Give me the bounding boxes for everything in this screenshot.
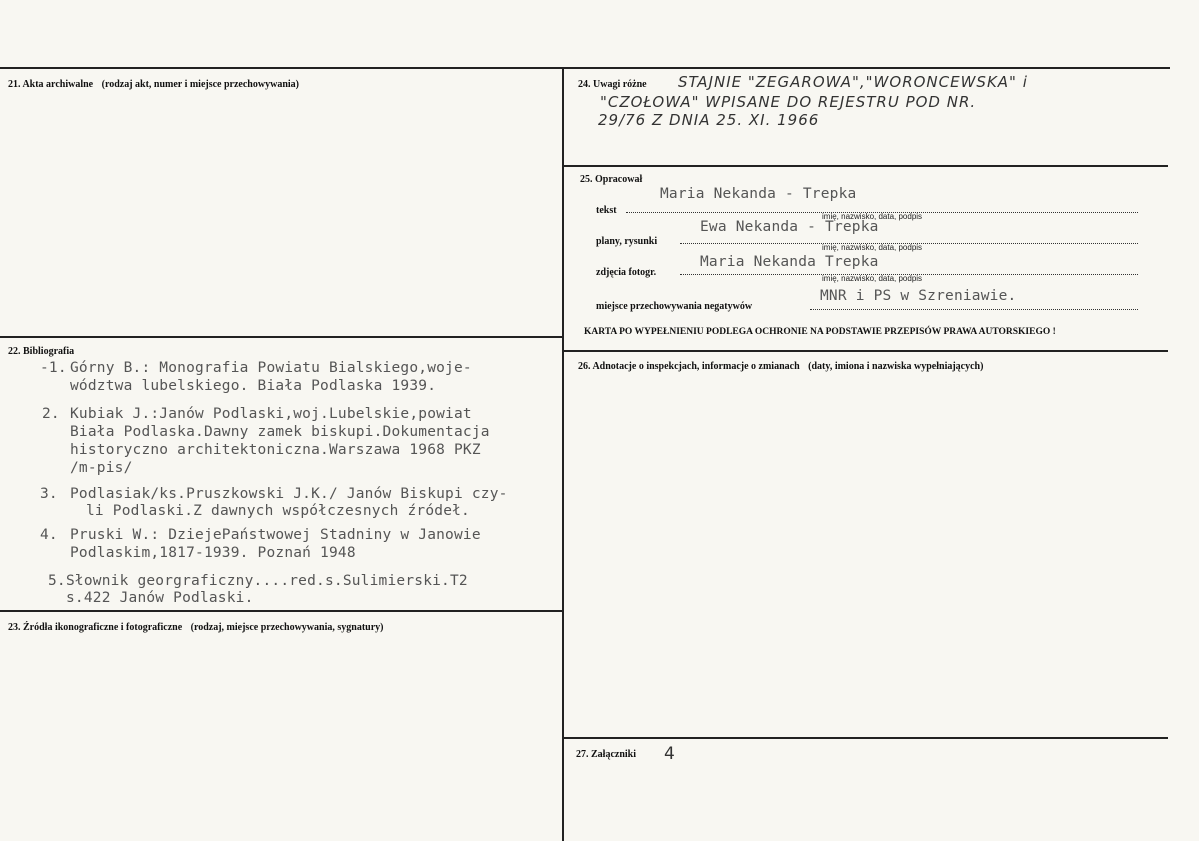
prepared-photos-hint: imię, nazwisko, data, podpis [822, 274, 923, 283]
section-22-label: 22. Bibliografia [8, 346, 75, 357]
negatives-location-value: MNR i PS w Szreniawie. [820, 288, 1017, 304]
section-21-subtitle: (rodzaj akt, numer i miejsce przechowywania) [101, 79, 299, 90]
rule-after-25 [563, 350, 1168, 352]
bib-item-5-line-1: Słownik georgraficzny....red.s.Sulimierski.T2 [66, 573, 468, 589]
section-26-label [578, 361, 983, 372]
prepared-plans-label: plany, rysunki [596, 236, 658, 247]
section-26-title: 26. Adnotacje o inspekcjach, informacje o zmianach [578, 361, 800, 372]
bib-item-4-num: 4. [40, 527, 58, 543]
bib-item-1-line-1: Górny B.: Monografia Powiatu Bialskiego,woje- [70, 360, 472, 376]
section-24-label: 24. Uwagi różne [578, 79, 647, 90]
bib-item-5-num: 5. [48, 573, 66, 589]
negatives-location-label: miejsce przechowywania negatywów [596, 301, 753, 312]
bib-item-4-line-2: Podlaskim,1817-1939. Poznań 1948 [70, 545, 356, 561]
negatives-location-dotline [810, 309, 1138, 310]
bib-item-3-num: 3. [40, 486, 58, 502]
bib-item-1-num: -1. [40, 360, 67, 376]
section-25-label: 25. Opracował [580, 174, 643, 185]
remarks-handwritten-line-2: "CZOŁOWA" WPISANE DO REJESTRU POD NR. [600, 93, 977, 111]
section-23-subtitle: (rodzaj, miejsce przechowywania, sygnatury) [190, 622, 384, 633]
rule-after-24 [563, 165, 1168, 167]
remarks-handwritten-line-3: 29/76 Z DNIA 25. XI. 1966 [598, 111, 820, 129]
bib-item-2-line-2: Biała Podlaska.Dawny zamek biskupi.Dokumentacja [70, 424, 490, 440]
prepared-plans-hint: imię, nazwisko, data, podpis [822, 243, 923, 252]
rule-after-21 [0, 336, 563, 338]
bib-item-2-line-1: Kubiak J.:Janów Podlaski,woj.Lubelskie,powiat [70, 406, 472, 422]
top-rule [0, 67, 1170, 69]
prepared-photos-value: Maria Nekanda Trepka [700, 254, 879, 270]
section-26-subtitle: (daty, imiona i nazwiska wypełniających) [808, 361, 984, 372]
section-27-label: 27. Załączniki [576, 749, 637, 760]
center-divider [562, 67, 564, 841]
prepared-plans-value: Ewa Nekanda - Trepka [700, 219, 879, 235]
bib-item-4-line-1: Pruski W.: DziejePaństwowej Stadniny w Janowie [70, 527, 481, 543]
bib-item-3-line-1: Podlasiak/ks.Pruszkowski J.K./ Janów Biskupi czy- [70, 486, 508, 502]
rule-after-22 [0, 610, 563, 612]
rule-after-26 [563, 737, 1168, 739]
section-21-label [8, 79, 299, 90]
prepared-text-label: tekst [596, 205, 617, 216]
bib-item-3-line-2: li Podlaski.Z dawnych współczesnych źródeł. [86, 503, 470, 519]
prepared-photos-label: zdjęcia fotogr. [596, 267, 657, 278]
bib-item-5-line-2: s.422 Janów Podlaski. [66, 590, 254, 606]
section-23-label [8, 622, 383, 633]
prepared-text-value: Maria Nekanda - Trepka [660, 186, 857, 202]
bib-item-2-line-4: /m-pis/ [70, 460, 133, 476]
section-23-title: 23. Źródła ikonograficzne i fotograficzne [8, 622, 183, 633]
prepared-text-hint: imię, nazwisko, data, podpis [822, 212, 923, 221]
bib-item-2-num: 2. [42, 406, 60, 422]
section-21-title: 21. Akta archiwalne [8, 79, 94, 90]
bib-item-2-line-3: historyczno architektoniczna.Warszawa 1968 PKZ [70, 442, 481, 458]
copyright-notice: KARTA PO WYPEŁNIENIU PODLEGA OCHRONIE NA PODSTAWIE PRZEPISÓW PRAWA AUTORSKIEGO ! [584, 327, 1056, 337]
bib-item-1-line-2: wództwa lubelskiego. Biała Podlaska 1939. [70, 378, 437, 394]
attachments-count: 4 [664, 744, 676, 764]
remarks-handwritten-line-1: STAJNIE "ZEGAROWA","WORONCEWSKA" i [678, 73, 1028, 91]
